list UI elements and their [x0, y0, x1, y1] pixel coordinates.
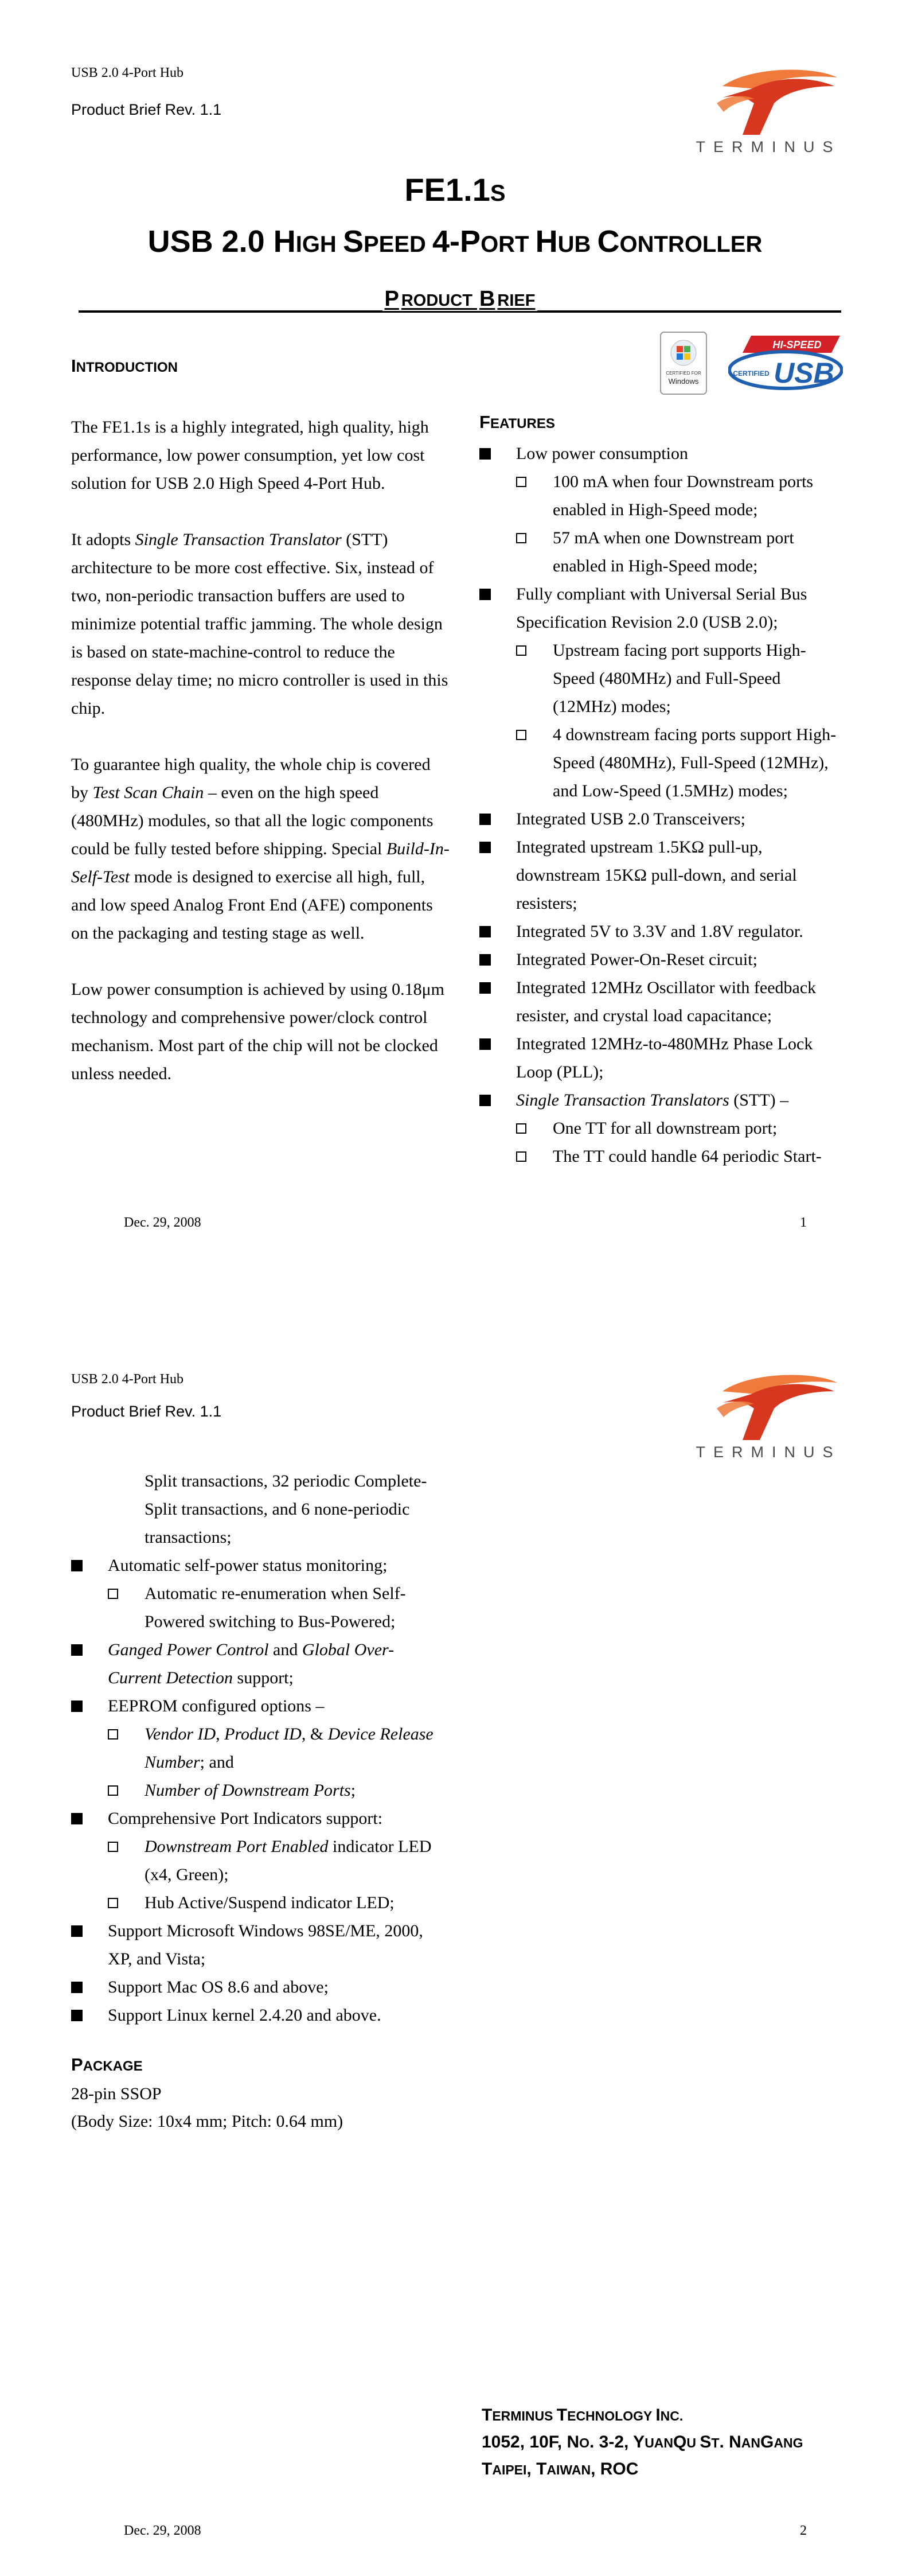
subtitle-part: PEED [363, 232, 433, 257]
address-line-2: TAIPEI, TAIWAN, ROC [482, 2460, 639, 2478]
terminus-logo [682, 1368, 854, 1466]
subtitle-part: 4-P [432, 224, 481, 259]
feature-subitem: The TT could handle 64 periodic Start- [479, 1142, 846, 1170]
introduction-heading [71, 356, 178, 376]
address-line-1: 1052, 10F, NO. 3-2, YUANQU ST. NANGANG [482, 2433, 803, 2452]
subtitle-part: ORT [481, 232, 536, 257]
terminus-logo [682, 63, 854, 161]
header-doc-title: USB 2.0 4-Port Hub [71, 1372, 184, 1387]
feature-subitem: 57 mA when one Downstream port enabled in High-Speed mode; [479, 524, 846, 580]
header-revision: Product Brief Rev. 1.1 [71, 101, 222, 118]
windows-badge-line2: Windows [668, 377, 699, 386]
feature-item: Support Microsoft Windows 98SE/ME, 2000, XP, and Vista; [71, 1917, 438, 1973]
feature-item: Fully compliant with Universal Serial Bus Specification Revision 2.0 (USB 2.0); [479, 580, 846, 636]
feature-subitem: Automatic re-enumeration when Self-Powered switching to Bus-Powered; [71, 1579, 438, 1636]
terminus-logo-mark [682, 63, 854, 138]
intro-paragraph-4: Low power consumption is achieved by using 0.18μm technology and comprehensive power/clock control mechanism. Most part of the chip will not be clocked unless needed. [71, 980, 444, 1083]
page-2 [0, 1288, 910, 2576]
subtitle-part: ONTROLLER [619, 232, 763, 257]
feature-item: Comprehensive Port Indicators support: [71, 1804, 438, 1832]
feature-item: Low power consumption [479, 439, 846, 468]
heading-part: EATURES [490, 416, 555, 431]
feature-item: Single Transaction Translators (STT) – [479, 1086, 846, 1114]
product-subtitle [0, 224, 910, 259]
package-dimensions: (Body Size: 10x4 mm; Pitch: 0.64 mm) [71, 2112, 343, 2131]
feature-subitem-continued: Split transactions, 32 periodic Complete-Split transactions, and 6 none-periodic transactions; [144, 1472, 427, 1547]
terminus-logo-mark [682, 1368, 854, 1443]
heading-part: F [479, 412, 490, 432]
logo-text: TERMINUS [696, 1443, 841, 1461]
intro-paragraph-2: It adopts Single Transaction Translator (STT) architecture to be more cost effective. Six, instead of two, non-periodic transaction buffers are used to minimize potential traffic jamming. The whole design is based on state-machine-control to reduce the response delay time; no micro controller is used in this chip. [71, 530, 448, 718]
product-brief-heading [79, 287, 841, 314]
package-section [71, 2051, 343, 2135]
feature-subitem: 4 downstream facing ports support High-Speed (480MHz), Full-Speed (12MHz), and Low-Speed (1.5MHz) modes; [479, 721, 846, 805]
usb-badge-main: USB [774, 357, 834, 389]
feature-item: Integrated 12MHz Oscillator with feedback resister, and crystal load capacitance; [479, 974, 846, 1030]
hi-speed-usb-badge [728, 330, 843, 393]
certification-badges [659, 330, 843, 399]
footer-date: Dec. 29, 2008 [124, 1215, 201, 1230]
brief-part: B [479, 287, 495, 311]
heading-part: I [71, 356, 76, 376]
feature-subitem: Number of Downstream Ports; [71, 1776, 438, 1804]
feature-item: Support Mac OS 8.6 and above; [71, 1973, 438, 2001]
feature-item: Integrated upstream 1.5KΩ pull-up, downstream 15KΩ pull-down, and serial resisters; [479, 833, 846, 917]
footer-page-number: 1 [800, 1215, 807, 1230]
logo-text: TERMINUS [696, 138, 841, 155]
features-heading [479, 412, 555, 433]
feature-item: Support Linux kernel 2.4.20 and above. [71, 2001, 438, 2029]
subtitle-part: H [535, 224, 558, 259]
brief-part: P [384, 287, 399, 311]
feature-item: Integrated USB 2.0 Transceivers; [479, 805, 846, 833]
subtitle-part: UB [557, 232, 597, 257]
feature-item: Integrated 5V to 3.3V and 1.8V regulator. [479, 917, 846, 945]
brief-part: RODUCT [401, 291, 477, 310]
feature-item: Automatic self-power status monitoring; [71, 1551, 438, 1579]
introduction-body [71, 413, 450, 1116]
feature-subitem: Downstream Port Enabled indicator LED (x4, Green); [71, 1832, 438, 1889]
features-list-continued [71, 1467, 438, 2029]
feature-subitem: One TT for all downstream port; [479, 1114, 846, 1142]
header-revision: Product Brief Rev. 1.1 [71, 1403, 222, 1420]
header-doc-title: USB 2.0 4-Port Hub [71, 65, 184, 80]
feature-subitem: Vendor ID, Product ID, & Device Release Number; and [71, 1720, 438, 1776]
windows-badge-line1: CERTIFIED FOR [666, 371, 701, 376]
heading-part: NTRODUCTION [76, 360, 178, 375]
subtitle-part: C [597, 224, 620, 259]
feature-item: EEPROM configured options – [71, 1692, 438, 1720]
company-address [482, 2402, 803, 2483]
subtitle-part: USB 2.0 H [147, 224, 296, 259]
features-list [479, 439, 846, 1170]
subtitle-part: IGH [295, 232, 343, 257]
footer-page-number: 2 [800, 2523, 807, 2538]
feature-item: Ganged Power Control and Global Over-Current Detection support; [71, 1636, 438, 1692]
intro-paragraph-1: The FE1.1s is a highly integrated, high quality, high performance, low power consumption, yet low cost solution for USB 2.0 High Speed 4-Port Hub. [71, 418, 429, 493]
feature-item: Integrated 12MHz-to-480MHz Phase Lock Loop (PLL); [479, 1030, 846, 1086]
usb-badge-left: CERTIFIED [733, 369, 770, 378]
package-type: 28-pin SSOP [71, 2084, 162, 2103]
feature-subitem: 100 mA when four Downstream ports enabled in High-Speed mode; [479, 468, 846, 524]
package-heading: PACKAGE [71, 2054, 143, 2075]
product-title-main: FE1.1 [404, 172, 490, 208]
product-title-suffix: S [490, 181, 506, 206]
feature-item: Integrated Power-On-Reset circuit; [479, 945, 846, 974]
feature-subitem: Hub Active/Suspend indicator LED; [71, 1889, 438, 1917]
brief-part: RIEF [497, 291, 536, 310]
feature-subitem: Upstream facing port supports High-Speed (480MHz) and Full-Speed (12MHz) modes; [479, 636, 846, 721]
product-title [0, 171, 910, 208]
footer-date: Dec. 29, 2008 [124, 2523, 201, 2538]
usb-badge-top: HI-SPEED [772, 339, 822, 351]
company-name: TERMINUS TECHNOLOGY INC. [482, 2406, 684, 2425]
subtitle-part: S [342, 224, 364, 259]
intro-paragraph-3: To guarantee high quality, the whole chip is covered by Test Scan Chain – even on the high speed (480MHz) modules, so that all the logic components could be fully tested before shipping. Special Build-In-Self-Test mode is designed to exercise all high, full, and low speed Analog Front End (AFE) components on the packaging and testing stage as well. [71, 755, 450, 943]
